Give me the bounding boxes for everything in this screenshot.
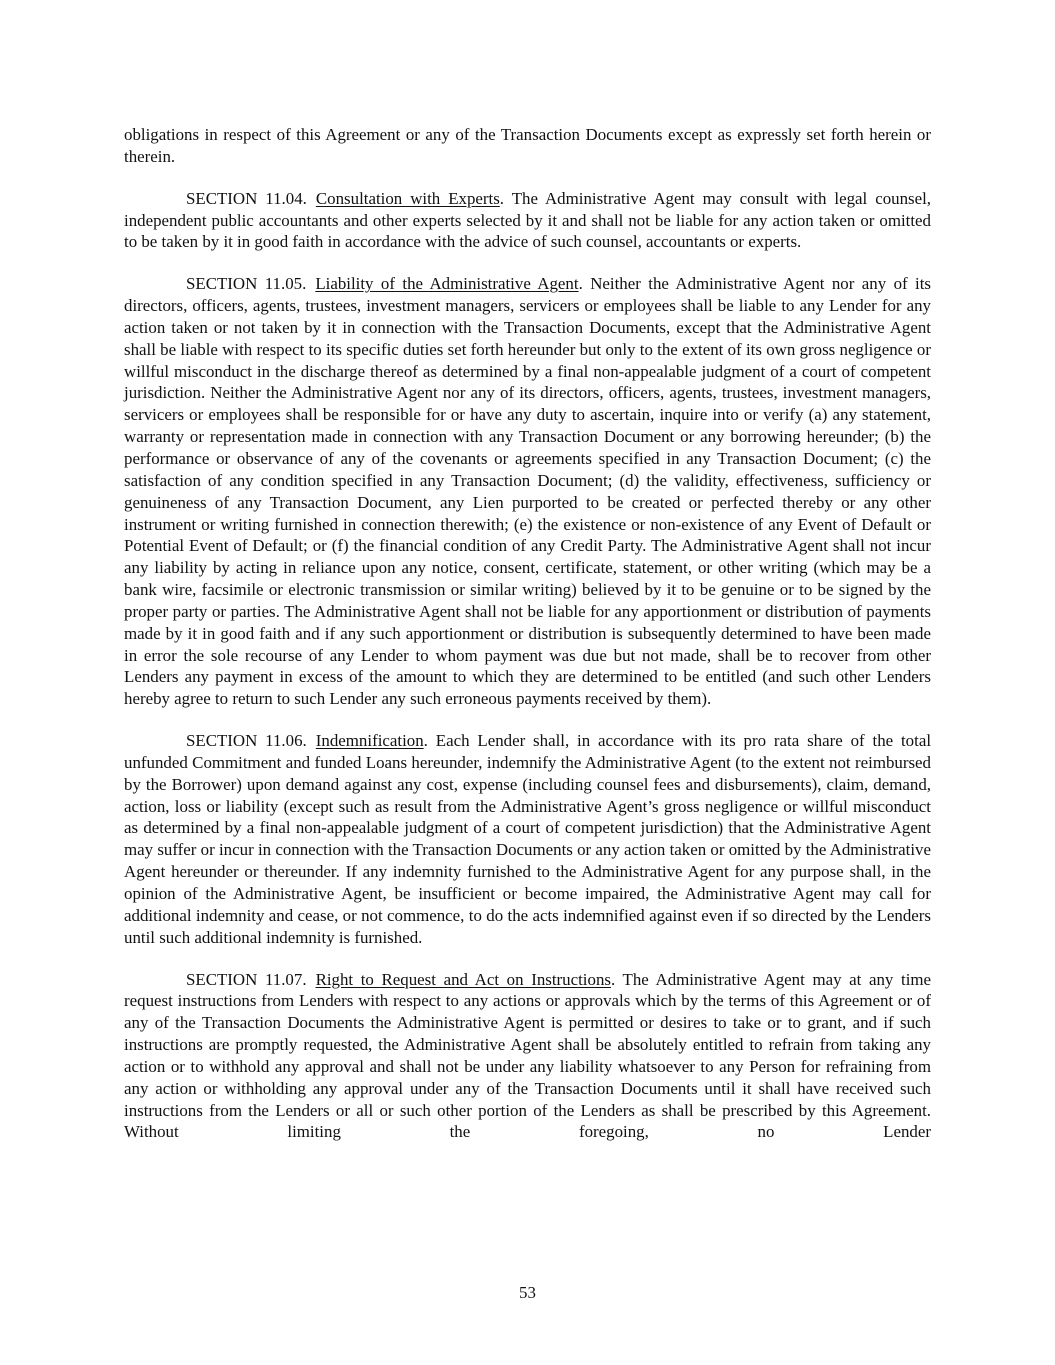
section-body: The Administrative Agent may at any time request instructions from Lenders with respect to any actions or approvals which by the terms of this Agreement or of any of the Transaction Documents the Administrative Agent is permitted or desires to take or to grant, and if such instructions are promptly requested, the Administrative Agent shall be absolutely entitled to refrain from taking any action or to withhold any approval and shall not be under any liability whatsoever to any Person for refraining from any action or withholding any approval under any of the Transaction Documents until it shall have received such instructions from the Lenders or all or such other portion of the Lenders as shall be prescribed by this Agreement. Without limiting the foregoing, no Lender — [124, 969, 932, 1142]
section-body: Neither the Administrative Agent nor any of its directors, officers, agents, trustees, investment managers, servicers or employees shall be liable to any Lender for any action taken or not taken by it in connection with the Transaction Documents, except that the Administrative Agent shall be liable with respect to its specific duties set forth hereunder but only to the extent of its own gross negligence or willful misconduct in the discharge thereof as determined by a final non-appealable judgment of a court of competent jurisdiction. Neither the Administrative Agent nor any of its directors, officers, agents, trustees, investment managers, servicers or employees shall be responsible for or have any duty to ascertain, inquire into or verify (a) any statement, warranty or representation made in connection with any Transaction Document or any borrowing hereunder; (b) the performance or observance of any of the covenants or agreements specified in any Transaction Document; (c) the satisfaction of any condition specified in any Transaction Document; (d) the validity, effectiveness, sufficiency or genuineness of any Transaction Document, any Lien purported to be created or perfected thereby or any other instrument or writing furnished in connection therewith; (e) the existence or non-existence of any Event of Default or Potential Event of Default; or (f) the financial condition of any Credit Party. The Administrative Agent shall not incur any liability by acting in reliance upon any notice, consent, certificate, statement, or other writing (which may be a bank wire, facsimile or electronic transmission or similar writing) believed by it to be genuine or to be signed by the proper party or parties. The Administrative Agent shall not be liable for any apportionment or distribution of payments made by it in good faith and if any such apportionment or distribution is subsequently determined to have been made in error the sole recourse of any Lender to whom payment was due but not made, shall be to recover from other Lenders any payment in excess of the amount to which they are determined to be entitled (and such other Lenders hereby agree to return to such Lender any such erroneous payments received by them). — [124, 274, 932, 709]
section-11-07: SECTION 11.07. Right to Request and Act on Instructions. The Administrative Agent may at any time request instructions from Lenders with respect to any actions or approvals which by the terms of this Agreement or of any of the Transaction Documents the Administrative Agent is permitted or desires to take or to grant, and if such instructions are promptly requested, the Administrative Agent shall be absolutely entitled to refrain from taking any action or to withhold any approval and shall not be under any liability whatsoever to any Person for refraining from any action or withholding any approval under any of the Transaction Documents until it shall have received such instructions from the Lenders or all or such other portion of the Lenders as shall be prescribed by this Agreement. Without limiting the foregoing, no Lender — [124, 969, 932, 1142]
section-body: The Administrative Agent may consult with legal counsel, independent public accountants and other experts selected by it and shall not be liable for any action taken or omitted to be taken by it in good faith in accordance with the advice of such counsel, accountants or experts. — [124, 188, 932, 252]
section-heading: Indemnification — [315, 731, 424, 751]
section-heading: Consultation with Experts — [315, 188, 500, 208]
section-number: SECTION 11.05. — [186, 274, 307, 294]
section-body: Each Lender shall, in accordance with its pro rata share of the total unfunded Commitment and funded Loans hereunder, indemnify the Administrative Agent (to the extent not reimbursed by the Borrower) upon demand against any cost, expense (including counsel fees and disbursements), claim, demand, action, loss or liability (except such as result from the Administrative Agent’s gross negligence or willful misconduct as determined by a final non-appealable judgment of a court of competent jurisdiction) that the Administrative Agent may suffer or incur in connection with the Transaction Documents or any action taken or omitted by the Administrative Agent hereunder or thereunder. If any indemnity furnished to the Administrative Agent for any purpose shall, in the opinion of the Administrative Agent, be insufficient or become impaired, the Administrative Agent may call for additional indemnity and cease, or not commence, to do the acts indemnified against even if so directed by the Lenders until such additional indemnity is furnished. — [124, 731, 932, 947]
continuation-text: obligations in respect of this Agreement or any of the Transaction Documents except as expressly set forth herein or therein. — [124, 125, 931, 166]
section-heading: Liability of the Administrative Agent — [315, 274, 579, 294]
section-11-04: SECTION 11.04. Consultation with Experts. The Administrative Agent may consult with legal counsel, independent public accountants and other experts selected by it and shall not be liable for any action taken or omitted to be taken by it in good faith in accordance with the advice of such counsel, accountants or experts. — [124, 188, 932, 252]
page-body — [124, 124, 931, 1163]
section-11-05: SECTION 11.05. Liability of the Administrative Agent. Neither the Administrative Agent nor any of its directors, officers, agents, trustees, investment managers, servicers or employees shall be liable to any Lender for any action taken or not taken by it in connection with the Transaction Documents, except that the Administrative Agent shall be liable with respect to its specific duties set forth hereunder but only to the extent of its own gross negligence or willful misconduct in the discharge thereof as determined by a final non-appealable judgment of a court of competent jurisdiction. Neither the Administrative Agent nor any of its directors, officers, agents, trustees, investment managers, servicers or employees shall be responsible for or have any duty to ascertain, inquire into or verify (a) any statement, warranty or representation made in connection with any Transaction Document or any borrowing hereunder; (b) the performance or observance of any of the covenants or agreements specified in any Transaction Document; (c) the satisfaction of any condition specified in any Transaction Document; (d) the validity, effectiveness, sufficiency or genuineness of any Transaction Document, any Lien purported to be created or perfected thereby or any other instrument or writing furnished in connection therewith; (e) the existence or non-existence of any Event of Default or Potential Event of Default; or (f) the financial condition of any Credit Party. The Administrative Agent shall not incur any liability by acting in reliance upon any notice, consent, certificate, statement, or other writing (which may be a bank wire, facsimile or electronic transmission or similar writing) believed by it to be genuine or to be signed by the proper party or parties. The Administrative Agent shall not be liable for any apportionment or distribution of payments made by it in good faith and if any such apportionment or distribution is subsequently determined to have been made in error the sole recourse of any Lender to whom payment was due but not made, shall be to recover from other Lenders any payment in excess of the amount to which they are determined to be entitled (and such other Lenders hereby agree to return to such Lender any such erroneous payments received by them). — [124, 274, 932, 709]
page-number: 53 — [519, 1283, 536, 1302]
section-number: SECTION 11.07. — [186, 969, 307, 989]
section-number: SECTION 11.06. — [186, 731, 307, 751]
section-11-06: SECTION 11.06. Indemnification. Each Lender shall, in accordance with its pro rata share of the total unfunded Commitment and funded Loans hereunder, indemnify the Administrative Agent (to the extent not reimbursed by the Borrower) upon demand against any cost, expense (including counsel fees and disbursements), claim, demand, action, loss or liability (except such as result from the Administrative Agent’s gross negligence or willful misconduct as determined by a final non-appealable judgment of a court of competent jurisdiction) that the Administrative Agent may suffer or incur in connection with the Transaction Documents or any action taken or omitted by the Administrative Agent hereunder or thereunder. If any indemnity furnished to the Administrative Agent for any purpose shall, in the opinion of the Administrative Agent, be insufficient or become impaired, the Administrative Agent may call for additional indemnity and cease, or not commence, to do the acts indemnified against even if so directed by the Lenders until such additional indemnity is furnished. — [124, 731, 932, 947]
continuation-paragraph — [124, 124, 931, 168]
section-heading: Right to Request and Act on Instructions — [315, 969, 611, 989]
section-number: SECTION 11.04. — [186, 188, 307, 208]
